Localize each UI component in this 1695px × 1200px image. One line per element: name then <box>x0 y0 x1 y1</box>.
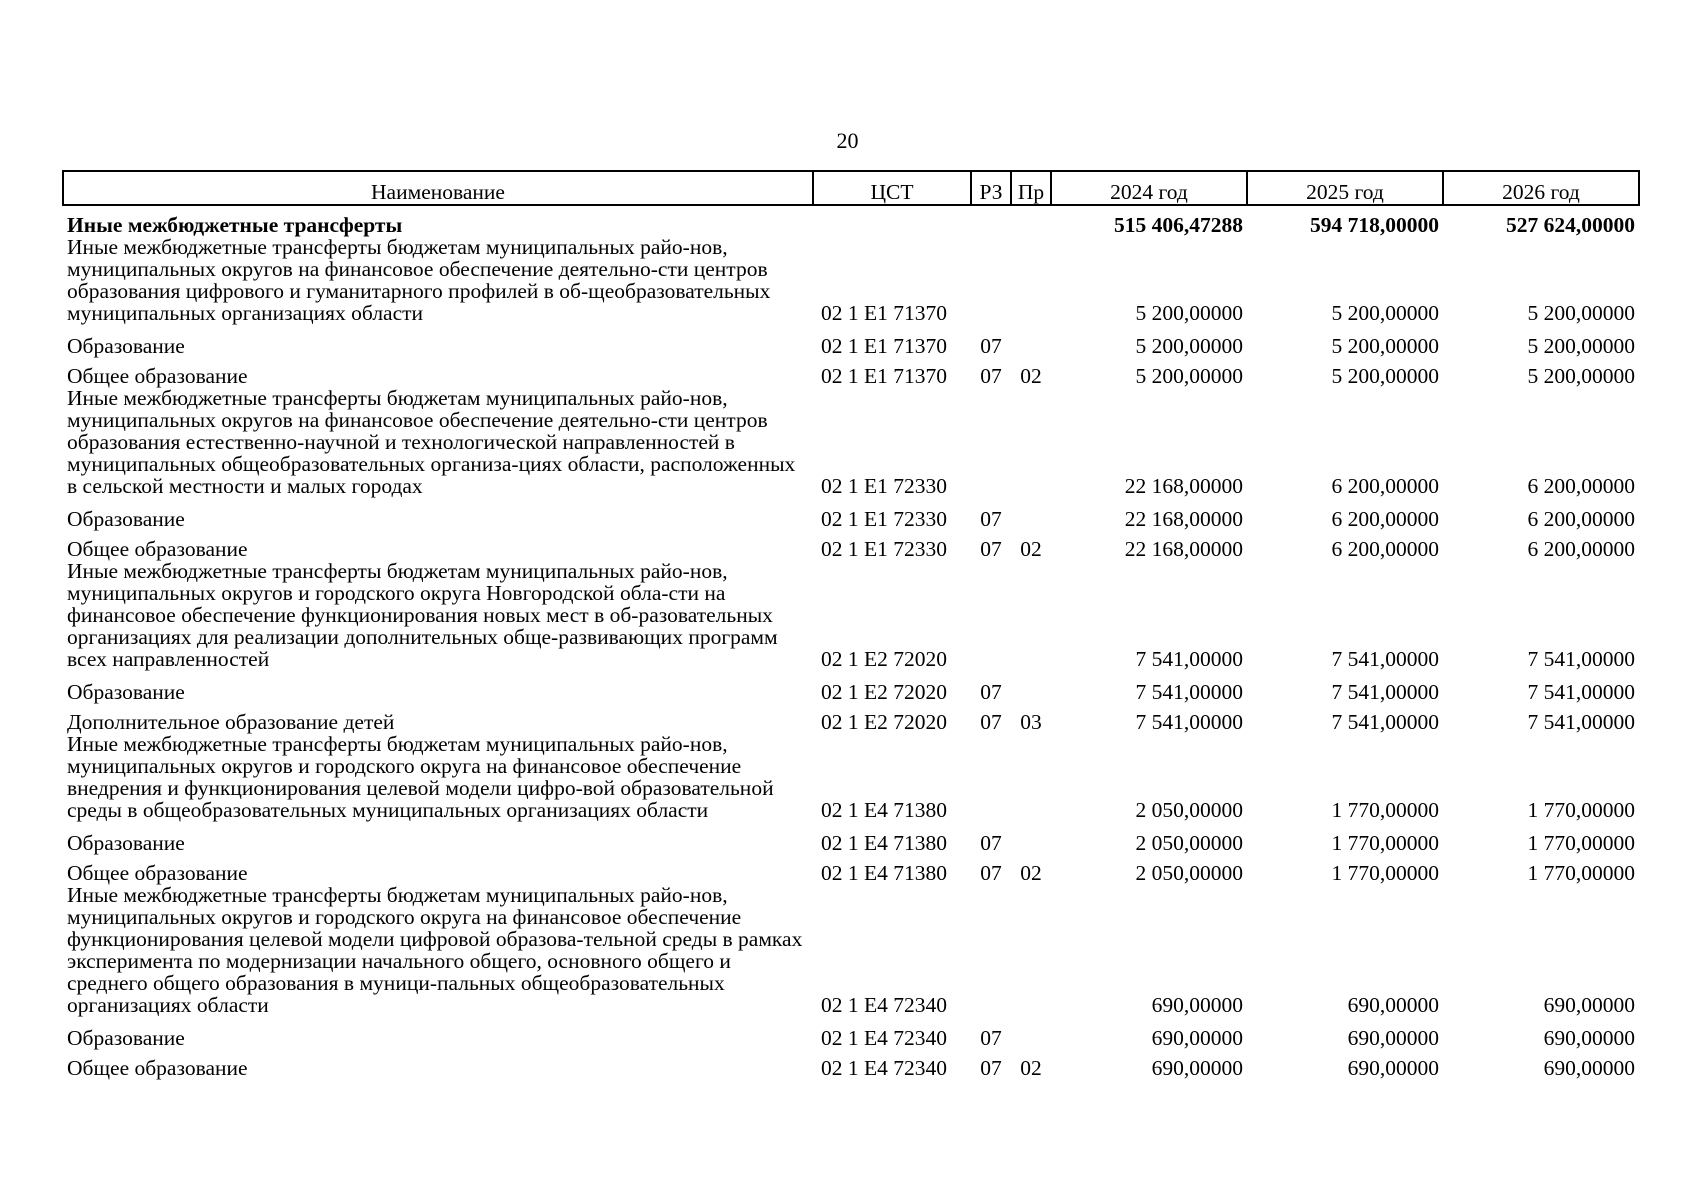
row-value-2024: 690,00000 <box>1151 993 1243 1017</box>
row-cst: 02 1 E4 72340 <box>821 1056 948 1080</box>
table-row <box>63 854 1639 884</box>
row-rz <box>971 733 1011 824</box>
page-number: 20 <box>836 128 859 153</box>
row-value-2025: 6 200,00000 <box>1331 537 1439 561</box>
row-cst: 02 1 E1 71370 <box>821 301 948 325</box>
row-value-2026: 690,00000 <box>1543 993 1635 1017</box>
row-pr <box>1011 236 1051 327</box>
row-value-2024: 5 200,00000 <box>1135 301 1243 325</box>
table-row <box>63 236 1639 327</box>
row-value-2026: 690,00000 <box>1543 1026 1635 1050</box>
table-header <box>63 171 1639 205</box>
row-value-2024: 22 168,00000 <box>1124 537 1243 561</box>
row-cst: 02 1 E4 72340 <box>821 993 948 1017</box>
row-value-2025: 7 541,00000 <box>1331 710 1439 734</box>
row-value-2024: 7 541,00000 <box>1135 680 1243 704</box>
table-row <box>63 205 1639 236</box>
table-row <box>63 703 1639 733</box>
header-pr: Пр <box>1011 171 1051 205</box>
row-value-2026: 527 624,00000 <box>1506 213 1635 237</box>
row-rz <box>971 884 1011 1019</box>
row-value-2024: 22 168,00000 <box>1124 507 1243 531</box>
row-pr <box>1011 884 1051 1019</box>
row-name: Общее образование <box>67 537 248 561</box>
row-value-2025: 1 770,00000 <box>1331 831 1439 855</box>
row-name: Образование <box>67 507 185 531</box>
row-value-2025: 1 770,00000 <box>1331 861 1439 885</box>
row-cst: 02 1 E2 72020 <box>821 647 948 671</box>
row-value-2025: 5 200,00000 <box>1331 301 1439 325</box>
row-cst: 02 1 E2 72020 <box>821 680 948 704</box>
row-rz <box>971 560 1011 673</box>
table-row <box>63 824 1639 854</box>
row-rz <box>971 387 1011 500</box>
table-row <box>63 1049 1639 1079</box>
row-pr: 02 <box>1020 1056 1042 1080</box>
header-rz: РЗ <box>971 171 1011 205</box>
row-rz: 07 <box>980 364 1002 388</box>
row-rz <box>971 205 1011 236</box>
row-cst: 02 1 E4 72340 <box>821 1026 948 1050</box>
row-rz: 07 <box>980 1026 1002 1050</box>
row-name: Иные межбюджетные трансферты бюджетам муниципальных райо-нов, муниципальных округов на финансовое обеспечение деятельно-сти центров образования цифрового и гуманитарного профилей в об-щеобразовательных муниципальных организациях области <box>67 235 771 325</box>
row-pr <box>1011 560 1051 673</box>
row-value-2026: 7 541,00000 <box>1527 710 1635 734</box>
row-value-2025: 5 200,00000 <box>1331 334 1439 358</box>
row-name: Образование <box>67 1026 185 1050</box>
row-pr <box>1011 500 1051 530</box>
table-row <box>63 560 1639 673</box>
row-rz: 07 <box>980 861 1002 885</box>
row-value-2024: 2 050,00000 <box>1135 798 1243 822</box>
row-value-2026: 7 541,00000 <box>1527 647 1635 671</box>
row-pr <box>1011 673 1051 703</box>
row-cst: 02 1 E4 71380 <box>821 831 948 855</box>
row-value-2026: 6 200,00000 <box>1527 537 1635 561</box>
row-cst: 02 1 E1 72330 <box>821 507 948 531</box>
row-cst: 02 1 E1 72330 <box>821 474 948 498</box>
row-rz <box>971 236 1011 327</box>
row-name: Иные межбюджетные трансферты бюджетам муниципальных райо-нов, муниципальных округов и городского округа Новгородской обла-сти на финансовое обеспечение функционирования новых мест в об-разовательных организациях для реализации дополнительных обще-развивающих программ всех направленностей <box>67 559 778 671</box>
row-value-2026: 1 770,00000 <box>1527 798 1635 822</box>
row-value-2026: 1 770,00000 <box>1527 861 1635 885</box>
row-value-2025: 1 770,00000 <box>1331 798 1439 822</box>
row-rz: 07 <box>980 680 1002 704</box>
row-value-2025: 594 718,00000 <box>1310 213 1439 237</box>
row-pr <box>1011 1019 1051 1049</box>
table-body <box>63 205 1639 1079</box>
row-value-2025: 6 200,00000 <box>1331 474 1439 498</box>
row-name: Общее образование <box>67 861 248 885</box>
header-cst: ЦСТ <box>813 171 971 205</box>
row-name: Образование <box>67 831 185 855</box>
row-value-2025: 6 200,00000 <box>1331 507 1439 531</box>
row-rz: 07 <box>980 537 1002 561</box>
row-value-2024: 690,00000 <box>1151 1056 1243 1080</box>
row-name: Общее образование <box>67 1056 248 1080</box>
row-pr: 02 <box>1020 537 1042 561</box>
row-name: Иные межбюджетные трансферты бюджетам муниципальных райо-нов, муниципальных округов и городского округа на финансовое обеспечение функционирования целевой модели цифровой образова-тельной среды в рамках эксперимента по модернизации начального общего, основного общего и среднего общего образования в муници-пальных общеобразовательных организациях области <box>67 883 803 1017</box>
table-row <box>63 673 1639 703</box>
header-2024: 2024 год <box>1051 171 1247 205</box>
row-value-2024: 690,00000 <box>1151 1026 1243 1050</box>
row-cst: 02 1 E2 72020 <box>821 710 948 734</box>
row-cst: 02 1 E1 71370 <box>821 364 948 388</box>
table-row <box>63 357 1639 387</box>
row-value-2024: 7 541,00000 <box>1135 710 1243 734</box>
row-cst <box>813 205 971 236</box>
row-value-2025: 5 200,00000 <box>1331 364 1439 388</box>
row-value-2024: 515 406,47288 <box>1114 213 1243 237</box>
row-pr <box>1011 387 1051 500</box>
row-value-2025: 690,00000 <box>1347 1056 1439 1080</box>
row-pr <box>1011 733 1051 824</box>
row-value-2025: 7 541,00000 <box>1331 680 1439 704</box>
table-row <box>63 500 1639 530</box>
row-name: Иные межбюджетные трансферты <box>67 213 403 237</box>
table-row <box>63 387 1639 500</box>
row-pr: 02 <box>1020 861 1042 885</box>
row-value-2024: 5 200,00000 <box>1135 364 1243 388</box>
row-value-2024: 22 168,00000 <box>1124 474 1243 498</box>
row-pr: 02 <box>1020 364 1042 388</box>
row-value-2025: 690,00000 <box>1347 993 1439 1017</box>
row-name: Образование <box>67 680 185 704</box>
table-row <box>63 884 1639 1019</box>
row-value-2026: 5 200,00000 <box>1527 301 1635 325</box>
row-cst: 02 1 E4 71380 <box>821 861 948 885</box>
row-value-2026: 5 200,00000 <box>1527 334 1635 358</box>
row-cst: 02 1 E4 71380 <box>821 798 948 822</box>
row-rz: 07 <box>980 831 1002 855</box>
row-value-2024: 5 200,00000 <box>1135 334 1243 358</box>
row-name: Иные межбюджетные трансферты бюджетам муниципальных райо-нов, муниципальных округов на финансовое обеспечение деятельно-сти центров образования естественно-научной и технологической направленностей в муниципальных общеобразовательных организа-циях области, расположенных в сельской местности и малых городах <box>67 386 796 498</box>
table-row <box>63 1019 1639 1049</box>
header-2026: 2026 год <box>1443 171 1639 205</box>
row-value-2024: 2 050,00000 <box>1135 861 1243 885</box>
row-value-2026: 7 541,00000 <box>1527 680 1635 704</box>
table-row <box>63 327 1639 357</box>
row-name: Общее образование <box>67 364 248 388</box>
row-name: Иные межбюджетные трансферты бюджетам муниципальных райо-нов, муниципальных округов и городского округа на финансовое обеспечение внедрения и функционирования целевой модели цифро-вой образовательной среды в общеобразовательных муниципальных организациях области <box>67 732 774 822</box>
row-cst: 02 1 E1 72330 <box>821 537 948 561</box>
row-value-2025: 690,00000 <box>1347 1026 1439 1050</box>
row-value-2026: 5 200,00000 <box>1527 364 1635 388</box>
header-name: Наименование <box>63 171 813 205</box>
header-2025: 2025 год <box>1247 171 1443 205</box>
row-name: Образование <box>67 334 185 358</box>
row-value-2026: 1 770,00000 <box>1527 831 1635 855</box>
row-pr <box>1011 327 1051 357</box>
row-rz: 07 <box>980 1056 1002 1080</box>
row-cst: 02 1 E1 71370 <box>821 334 948 358</box>
budget-table <box>62 170 1640 1079</box>
row-rz: 07 <box>980 334 1002 358</box>
row-rz: 07 <box>980 507 1002 531</box>
table-row <box>63 733 1639 824</box>
row-value-2024: 7 541,00000 <box>1135 647 1243 671</box>
row-rz: 07 <box>980 710 1002 734</box>
row-value-2026: 6 200,00000 <box>1527 507 1635 531</box>
row-value-2025: 7 541,00000 <box>1331 647 1439 671</box>
row-value-2026: 6 200,00000 <box>1527 474 1635 498</box>
table-row <box>63 530 1639 560</box>
row-value-2024: 2 050,00000 <box>1135 831 1243 855</box>
row-pr <box>1011 205 1051 236</box>
row-name: Дополнительное образование детей <box>67 710 395 734</box>
row-pr <box>1011 824 1051 854</box>
row-pr: 03 <box>1020 710 1042 734</box>
row-value-2026: 690,00000 <box>1543 1056 1635 1080</box>
